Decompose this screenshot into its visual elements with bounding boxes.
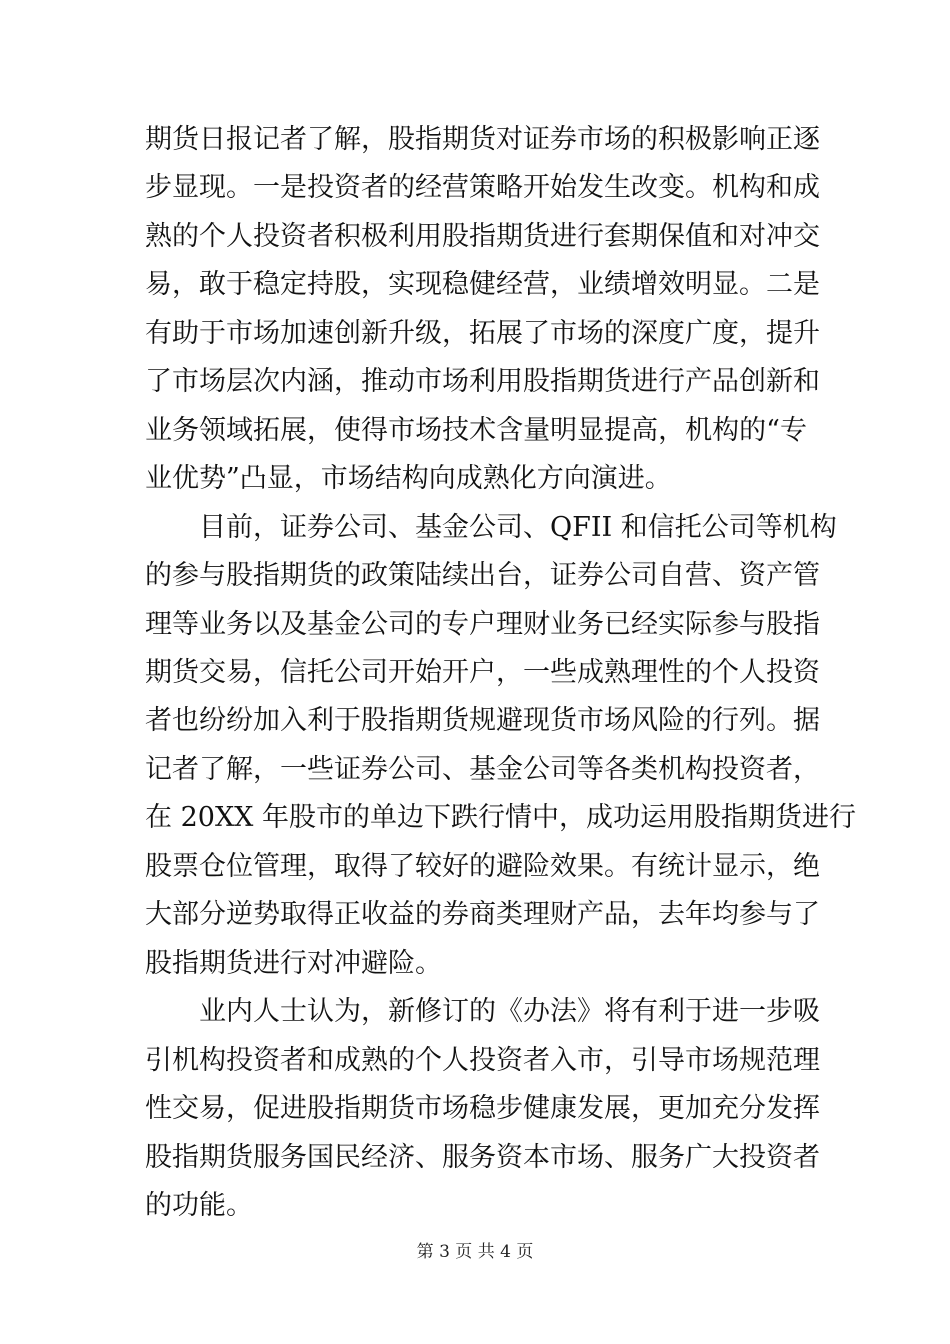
text-line: 步显现。一是投资者的经营策略开始发生改变。机构和成 [145, 172, 820, 203]
text-line: 记者了解，一些证券公司、基金公司等各类机构投资者， [145, 754, 820, 785]
text-line: 的功能。 [145, 1190, 253, 1221]
text-line: 在 20XX 年股市的单边下跌行情中，成功运用股指期货进行 [145, 802, 856, 833]
text-line: 期货日报记者了解，股指期货对证券市场的积极影响正逐 [145, 124, 820, 155]
text-line: 引机构投资者和成熟的个人投资者入市，引导市场规范理 [145, 1045, 820, 1076]
page-number-footer: 第 3 页 共 4 页 [416, 1242, 534, 1262]
text-line: 理等业务以及基金公司的专户理财业务已经实际参与股指 [145, 609, 820, 640]
text-line: 有助于市场加速创新升级，拓展了市场的深度广度，提升 [145, 318, 820, 349]
text-line: 股指期货服务国民经济、服务资本市场、服务广大投资者 [145, 1142, 820, 1173]
text-line: 股指期货进行对冲避险。 [145, 948, 442, 979]
text-line: 业务领域拓展，使得市场技术含量明显提高，机构的“专 [145, 415, 807, 446]
text-line: 性交易，促进股指期货市场稳步健康发展，更加充分发挥 [145, 1093, 820, 1124]
text-line: 了市场层次内涵，推动市场利用股指期货进行产品创新和 [145, 366, 820, 397]
text-line: 股票仓位管理，取得了较好的避险效果。有统计显示，绝 [145, 851, 820, 882]
text-line: 业内人士认为，新修订的《办法》将有利于进一步吸 [199, 996, 820, 1027]
text-line: 大部分逆势取得正收益的券商类理财产品，去年均参与了 [145, 899, 820, 930]
text-line: 业优势”凸显，市场结构向成熟化方向演进。 [145, 463, 672, 494]
text-line: 目前，证券公司、基金公司、QFII 和信托公司等机构 [199, 512, 837, 543]
text-line: 熟的个人投资者积极利用股指期货进行套期保值和对冲交 [145, 221, 820, 252]
text-line: 的参与股指期货的政策陆续出台，证券公司自营、资产管 [145, 560, 820, 591]
text-line: 易，敢于稳定持股，实现稳健经营，业绩增效明显。二是 [145, 269, 820, 300]
text-line: 期货交易，信托公司开始开户，一些成熟理性的个人投资 [145, 657, 820, 688]
text-line: 者也纷纷加入利于股指期货规避现货市场风险的行列。据 [145, 705, 820, 736]
